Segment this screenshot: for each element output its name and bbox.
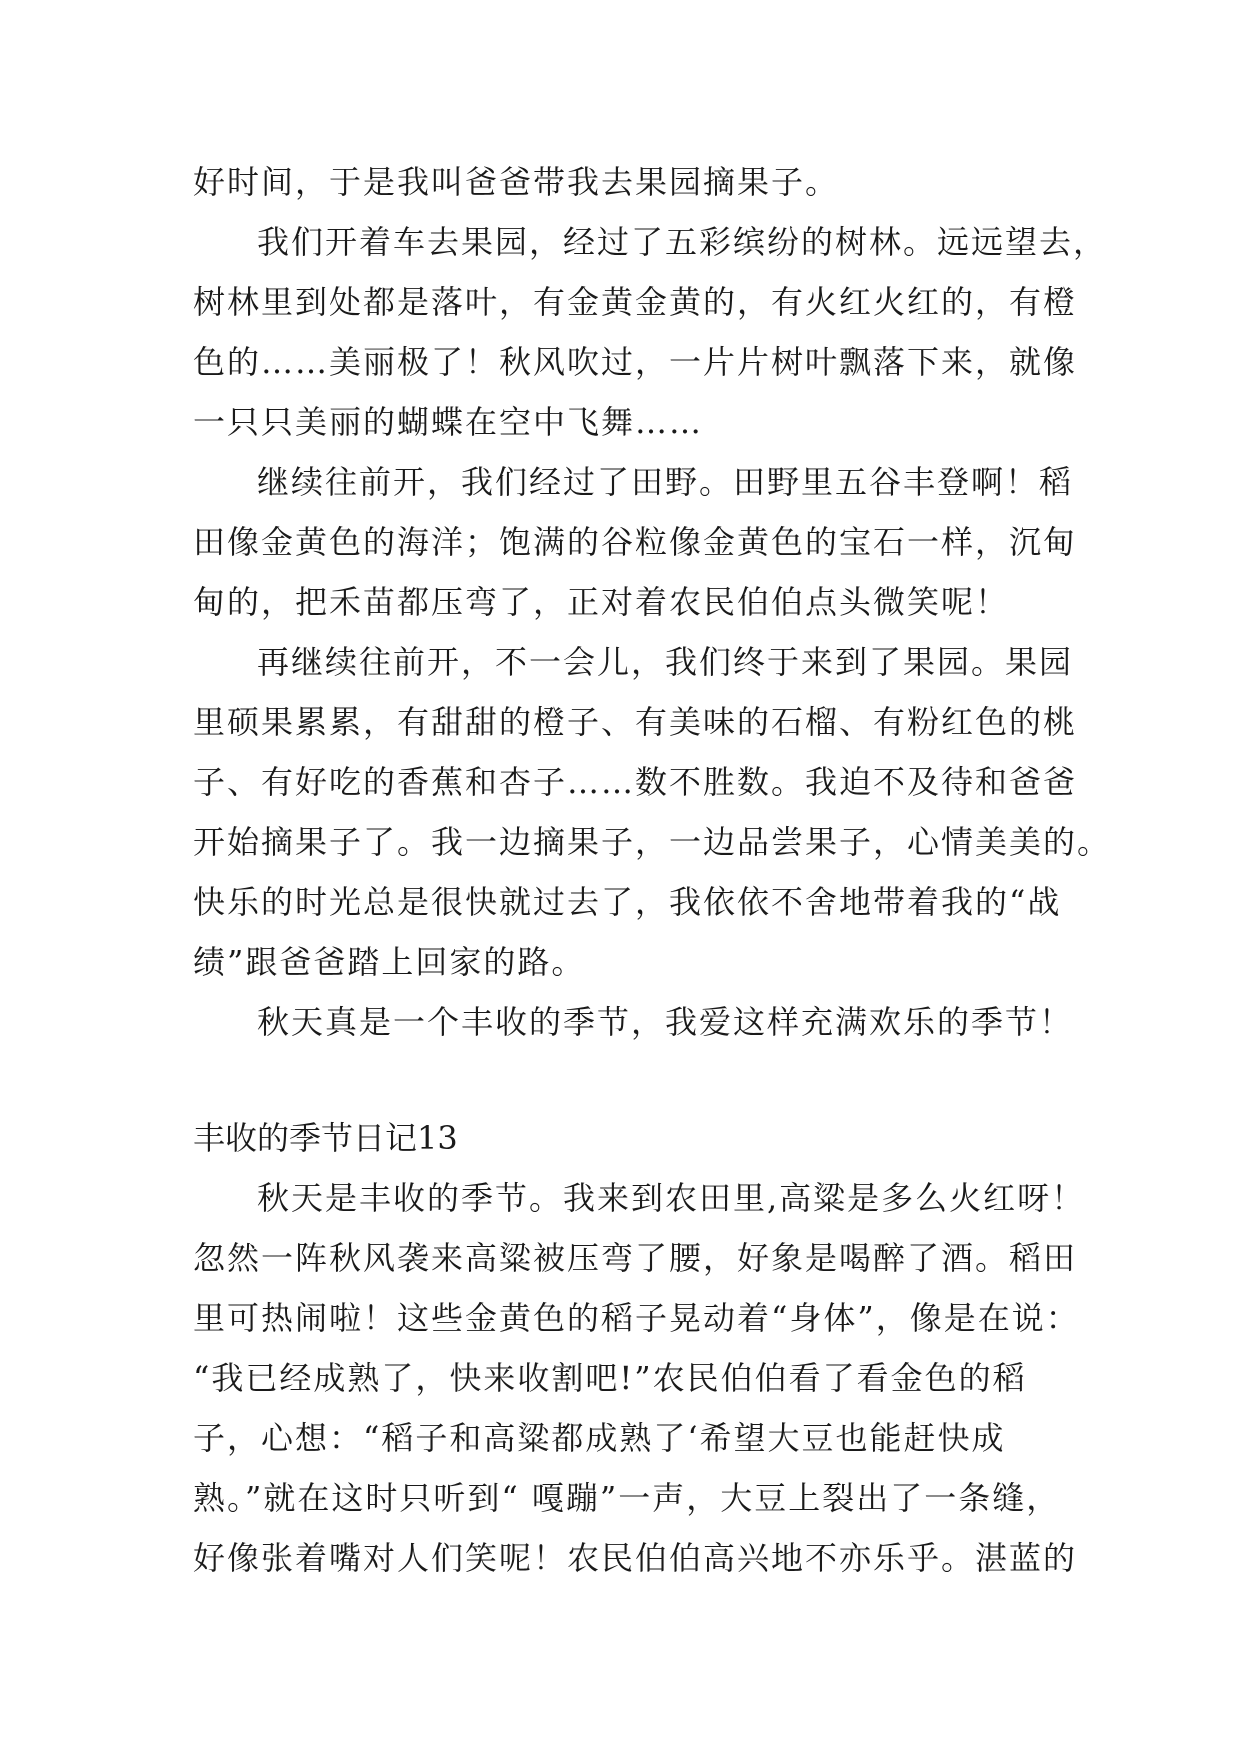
paragraph-line: 熟。”就在这时只听到“ 嘎蹦”一声，大豆上裂出了一条缝， <box>193 1479 1061 1517</box>
paragraph-line: 里可热闹啦！这些金黄色的稻子晃动着“身体”，像是在说： <box>193 1299 1080 1337</box>
paragraph-line: 里硕果累累，有甜甜的橙子、有美味的石榴、有粉红色的桃 <box>193 703 1078 741</box>
paragraph-line: 秋天是丰收的季节。我来到农田里,高粱是多么火红呀！ <box>257 1179 1086 1217</box>
paragraph-line: 一只只美丽的蝴蝶在空中飞舞…… <box>193 403 704 441</box>
paragraph-line: 绩”跟爸爸踏上回家的路。 <box>193 943 586 981</box>
paragraph-line: 秋天真是一个丰收的季节，我爱这样充满欢乐的季节！ <box>257 1003 1074 1041</box>
paragraph-line: 子，心想：“稻子和高粱都成熟了‘希望大豆也能赶快成 <box>193 1419 1006 1457</box>
paragraph-line: 甸的，把禾苗都压弯了，正对着农民伯伯点头微笑呢！ <box>193 583 1010 621</box>
paragraph-line: 色的……美丽极了！秋风吹过，一片片树叶飘落下来，就像 <box>193 343 1078 381</box>
paragraph-line: 子、有好吃的香蕉和杏子……数不胜数。我迫不及待和爸爸 <box>193 763 1078 801</box>
section-heading: 丰收的季节日记13 <box>193 1119 458 1157</box>
paragraph-line: 再继续往前开，不一会儿，我们终于来到了果园。果园 <box>257 643 1074 681</box>
paragraph-line: 继续往前开，我们经过了田野。田野里五谷丰登啊！稻 <box>257 463 1074 501</box>
paragraph-line: 开始摘果子了。我一边摘果子，一边品尝果子，心情美美的。 <box>193 823 1112 861</box>
paragraph-line: 我们开着车去果园，经过了五彩缤纷的树林。远远望去， <box>257 223 1108 261</box>
paragraph-line: 忽然一阵秋风袭来高粱被压弯了腰，好象是喝醉了酒。稻田 <box>193 1239 1078 1277</box>
paragraph-line: 树林里到处都是落叶，有金黄金黄的，有火红火红的，有橙 <box>193 283 1078 321</box>
paragraph-line: 好像张着嘴对人们笑呢！农民伯伯高兴地不亦乐乎。湛蓝的 <box>193 1539 1078 1577</box>
paragraph-line: 快乐的时光总是很快就过去了，我依依不舍地带着我的“战 <box>193 883 1062 921</box>
paragraph-line: 好时间，于是我叫爸爸带我去果园摘果子。 <box>193 163 840 201</box>
paragraph-line: “我已经成熟了，快来收割吧!”农民伯伯看了看金色的稻 <box>193 1359 1027 1397</box>
paragraph-line: 田像金黄色的海洋；饱满的谷粒像金黄色的宝石一样，沉甸 <box>193 523 1078 561</box>
